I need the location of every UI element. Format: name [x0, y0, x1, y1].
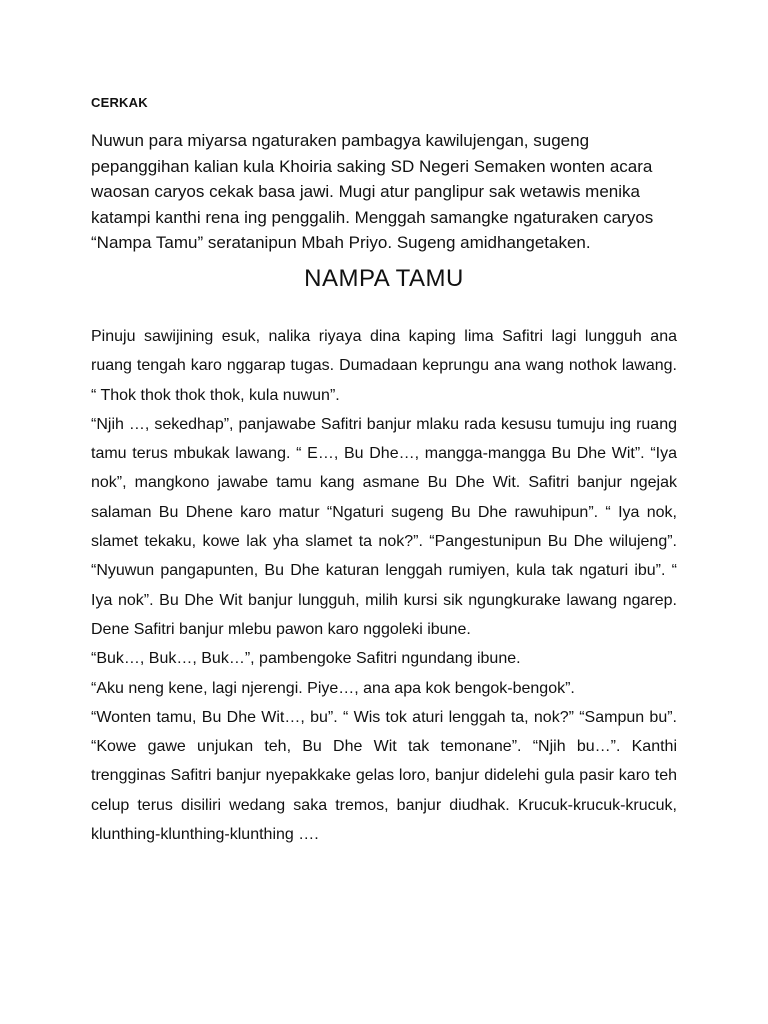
- story-paragraph: “Buk…, Buk…, Buk…”, pambengoke Safitri ngundang ibune.: [91, 650, 521, 668]
- story-paragraph: Pinuju sawijining esuk, nalika riyaya dina kaping lima Safitri lagi lungguh ana ruang tengah karo nggarap tugas. Dumadaan keprungu ana wang nothok lawang. “ Thok thok thok thok, kula nuwun”.: [91, 328, 677, 404]
- story-paragraph: “Wonten tamu, Bu Dhe Wit…, bu”. “ Wis tok aturi lenggah ta, nok?” “Sampun bu”. “Kowe gawe unjukan teh, Bu Dhe Wit tak temonane”. “Njih bu…”. Kanthi trengginas Safitri banjur nyepakkake gelas loro, banjur didelehi gula pasir karo teh celup terus disiliri wedang saka tremos, banjur diudhak. Krucuk-krucuk-krucuk, klunthing-klunthing-klunthing ….: [91, 708, 677, 844]
- intro-paragraph: Nuwun para miyarsa ngaturaken pambagya kawilujengan, sugeng pepanggihan kalian kula Khoiria saking SD Negeri Semaken wonten acara waosan caryos cekak basa jawi. Mugi atur panglipur sak wetawis menika katampi kanthi rena ing penggalih. Menggah samangke ngaturaken caryos “Nampa Tamu” seratanipun Mbah Priyo. Sugeng amidhangetaken.: [91, 131, 654, 252]
- story-paragraph: “Aku neng kene, lagi njerengi. Piye…, ana apa kok bengok-bengok”.: [91, 679, 575, 697]
- story-paragraph: “Njih …, sekedhap”, panjawabe Safitri banjur mlaku rada kesusu tumuju ing ruang tamu terus mbukak lawang. “ E…, Bu Dhe…, mangga-mangga Bu Dhe Wit”. “Iya nok”, mangkono jawabe tamu kang asmane Bu Dhe Wit. Safitri banjur ngejak salaman Bu Dhene karo matur “Ngaturi sugeng Bu Dhe rawuhipun”. “ Iya nok, slamet tekaku, kowe lak yha slamet ta nok?”. “Pangestunipun Bu Dhe wilujeng”. “Nyuwun pangapunten, Bu Dhe katuran lenggah rumiyen, kula tak ngaturi ibu”. “ Iya nok”. Bu Dhe Wit banjur lungguh, milih kursi sik ngungkurake lawang ngarep. Dene Safitri banjur mlebu pawon karo nggoleki ibune.: [91, 415, 677, 638]
- story-body: [91, 322, 677, 849]
- story-title: NAMPA TAMU: [304, 265, 464, 292]
- document-label: CERKAK: [91, 95, 148, 110]
